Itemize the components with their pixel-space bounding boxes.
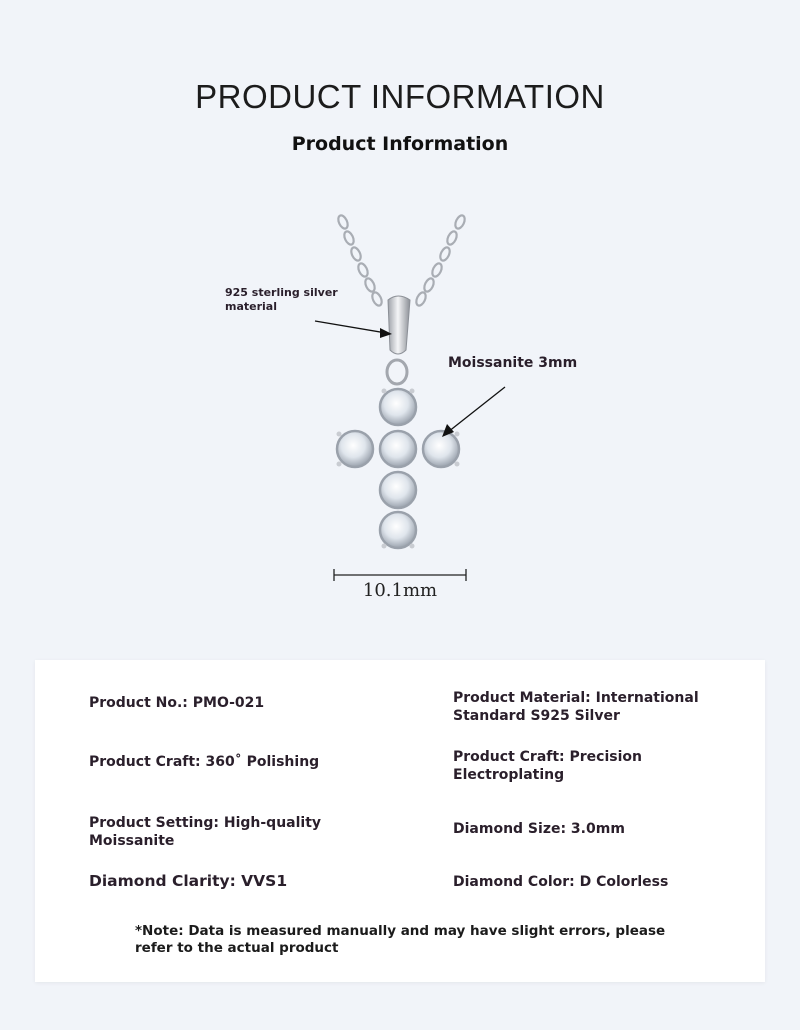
spec-product-craft-electroplating: Product Craft: Precision Electroplating [453, 749, 642, 783]
pendant-bail [388, 296, 410, 354]
product-spec-card [35, 660, 765, 982]
spec-product-setting: Product Setting: High-quality Moissanite [89, 815, 322, 849]
chain-right [414, 214, 466, 307]
page-subtitle: Product Information [291, 133, 509, 155]
page-title: PRODUCT INFORMATION [195, 78, 605, 115]
spec-diamond-color: Diamond Color: D Colorless [453, 874, 669, 890]
spec-diamond-size: Diamond Size: 3.0mm [453, 821, 625, 837]
spec-diamond-clarity: Diamond Clarity: VVS1 [89, 872, 288, 890]
cross-pendant-image [200, 200, 620, 620]
spec-product-no: Product No.: PMO-021 [89, 695, 265, 711]
stone-callout: Moissanite 3mm [448, 355, 578, 371]
width-dimension-label: 10.1mm [362, 580, 438, 601]
measurement-note: *Note: Data is measured manually and may have slight errors, please refer to the actual product [135, 923, 666, 956]
material-callout: 925 sterling silver material [225, 286, 338, 313]
callout-arrow-material [315, 321, 392, 338]
callout-arrow-stone [442, 387, 505, 437]
cross-stones [337, 389, 459, 548]
spec-product-material: Product Material: International Standard S925 Silver [453, 690, 699, 724]
spec-product-craft-polishing: Product Craft: 360˚ Polishing [89, 754, 320, 770]
